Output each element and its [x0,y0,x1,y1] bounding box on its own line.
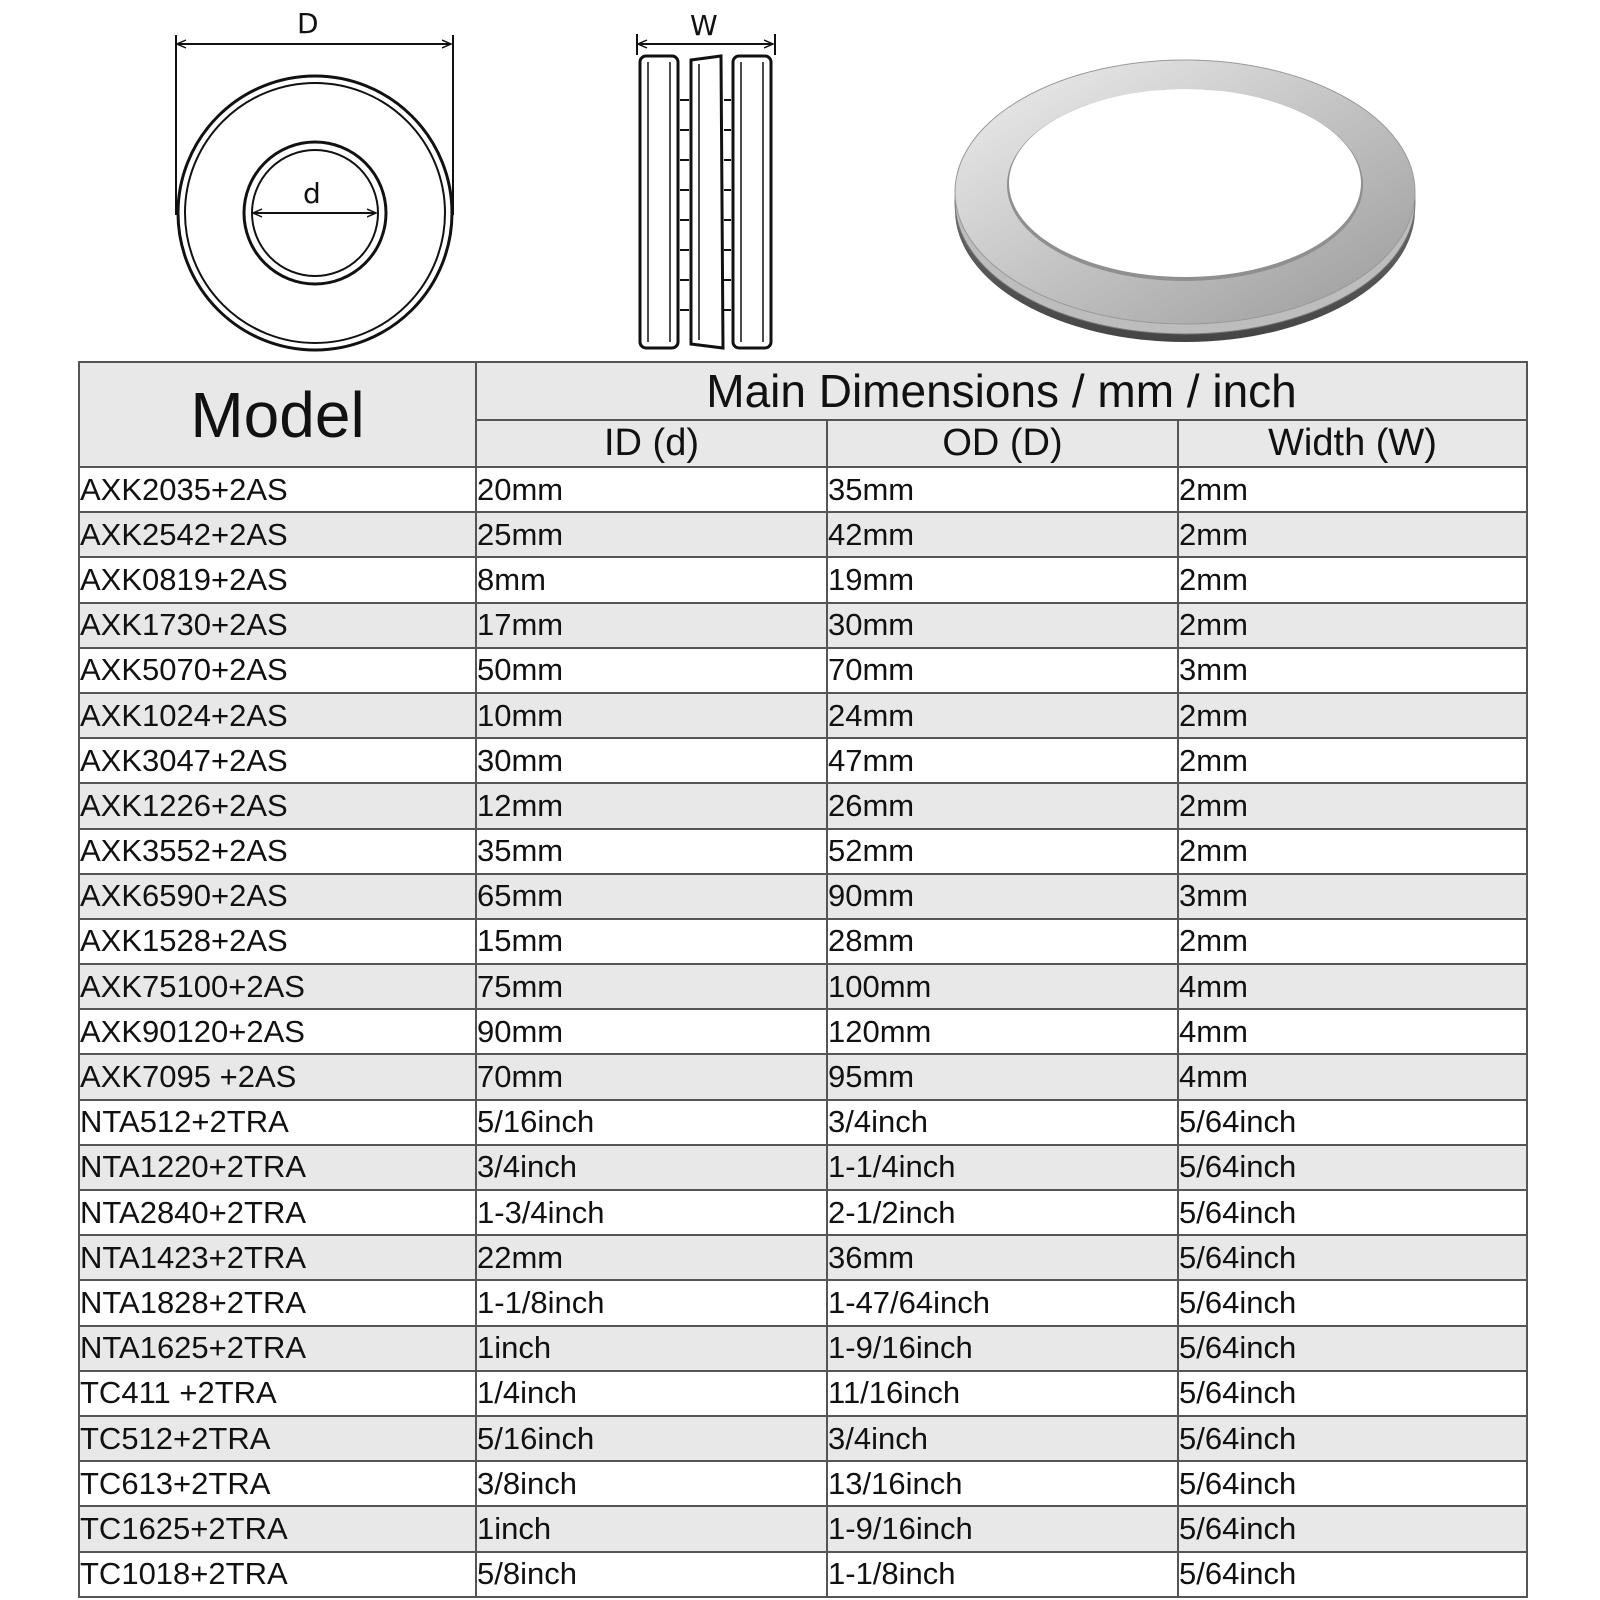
model-cell: AXK6590+2AS [79,874,476,919]
table-row [79,964,1527,1009]
table-row [79,919,1527,964]
model-cell: TC1018+2TRA [79,1552,476,1597]
width-cell: 4mm [1178,964,1527,1009]
id-column-header: ID (d) [476,420,827,467]
od-cell: 100mm [827,964,1178,1009]
width-label: W [690,9,718,42]
width-cell: 2mm [1178,738,1527,783]
id-cell: 20mm [476,467,827,512]
id-cell: 22mm [476,1235,827,1280]
model-cell: AXK1528+2AS [79,919,476,964]
od-cell: 120mm [827,1009,1178,1054]
front-view-diagram [160,0,470,355]
width-cell: 2mm [1178,512,1527,557]
model-cell: AXK3047+2AS [79,738,476,783]
width-cell: 4mm [1178,1009,1527,1054]
width-cell: 5/64inch [1178,1371,1527,1416]
model-cell: AXK75100+2AS [79,964,476,1009]
id-cell: 8mm [476,557,827,602]
od-cell: 42mm [827,512,1178,557]
od-cell: 19mm [827,557,1178,602]
table-row [79,693,1527,738]
model-cell: AXK5070+2AS [79,648,476,693]
table-row [79,603,1527,648]
model-cell: TC613+2TRA [79,1461,476,1506]
table-row [79,512,1527,557]
model-cell: AXK7095 +2AS [79,1054,476,1099]
table-row [79,648,1527,693]
width-cell: 2mm [1178,919,1527,964]
width-cell: 5/64inch [1178,1145,1527,1190]
table-row [79,1235,1527,1280]
width-cell: 2mm [1178,557,1527,602]
od-cell: 36mm [827,1235,1178,1280]
model-cell: NTA1625+2TRA [79,1326,476,1371]
od-cell: 35mm [827,467,1178,512]
id-cell: 50mm [476,648,827,693]
id-cell: 75mm [476,964,827,1009]
id-cell: 65mm [476,874,827,919]
table-row [79,1371,1527,1416]
od-cell: 24mm [827,693,1178,738]
id-cell: 90mm [476,1009,827,1054]
main-dimensions-header: Main Dimensions / mm / inch [476,362,1527,420]
side-view-diagram [625,0,785,355]
table-row [79,1280,1527,1325]
id-cell: 1-3/4inch [476,1190,827,1235]
od-cell: 70mm [827,648,1178,693]
od-cell: 1-9/16inch [827,1326,1178,1371]
id-cell: 5/16inch [476,1100,827,1145]
model-cell: AXK3552+2AS [79,829,476,874]
model-cell: TC512+2TRA [79,1416,476,1461]
width-cell: 5/64inch [1178,1235,1527,1280]
model-cell: AXK0819+2AS [79,557,476,602]
id-cell: 15mm [476,919,827,964]
width-cell: 2mm [1178,693,1527,738]
table-row [79,1009,1527,1054]
width-cell: 5/64inch [1178,1461,1527,1506]
id-cell: 1inch [476,1326,827,1371]
model-cell: AXK2542+2AS [79,512,476,557]
model-cell: AXK1024+2AS [79,693,476,738]
od-cell: 2-1/2inch [827,1190,1178,1235]
width-cell: 3mm [1178,874,1527,919]
id-cell: 17mm [476,603,827,648]
bearing-side-drawing [625,0,785,355]
id-cell: 1/4inch [476,1371,827,1416]
model-cell: AXK90120+2AS [79,1009,476,1054]
thrust-bearing-render [945,25,1425,345]
od-cell: 11/16inch [827,1371,1178,1416]
table-row [79,1100,1527,1145]
width-cell: 5/64inch [1178,1100,1527,1145]
width-cell: 5/64inch [1178,1280,1527,1325]
width-cell: 3mm [1178,648,1527,693]
id-cell: 5/8inch [476,1552,827,1597]
table-row [79,874,1527,919]
model-cell: NTA512+2TRA [79,1100,476,1145]
id-cell: 1-1/8inch [476,1280,827,1325]
od-cell: 30mm [827,603,1178,648]
bearing-product-image [945,25,1425,345]
od-cell: 1-47/64inch [827,1280,1178,1325]
width-cell: 2mm [1178,829,1527,874]
id-cell: 1inch [476,1506,827,1551]
table-row [79,1326,1527,1371]
od-cell: 26mm [827,783,1178,828]
od-column-header: OD (D) [827,420,1178,467]
od-cell: 3/4inch [827,1100,1178,1145]
od-cell: 90mm [827,874,1178,919]
inner-diameter-label: d [303,177,321,210]
table-row [79,557,1527,602]
id-cell: 70mm [476,1054,827,1099]
table-row [79,1552,1527,1597]
model-cell: NTA1220+2TRA [79,1145,476,1190]
model-cell: AXK1226+2AS [79,783,476,828]
model-cell: TC1625+2TRA [79,1506,476,1551]
id-cell: 10mm [476,693,827,738]
od-cell: 13/16inch [827,1461,1178,1506]
table-row [79,1461,1527,1506]
width-cell: 2mm [1178,467,1527,512]
table-row [79,829,1527,874]
model-cell: AXK1730+2AS [79,603,476,648]
width-cell: 5/64inch [1178,1552,1527,1597]
od-cell: 28mm [827,919,1178,964]
table-row [79,1506,1527,1551]
id-cell: 3/4inch [476,1145,827,1190]
width-cell: 5/64inch [1178,1506,1527,1551]
od-cell: 1-1/8inch [827,1552,1178,1597]
table-row [79,467,1527,512]
model-cell: NTA1423+2TRA [79,1235,476,1280]
width-column-header: Width (W) [1178,420,1527,467]
od-cell: 1-1/4inch [827,1145,1178,1190]
table-row [79,1190,1527,1235]
id-cell: 25mm [476,512,827,557]
model-cell: NTA2840+2TRA [79,1190,476,1235]
model-cell: NTA1828+2TRA [79,1280,476,1325]
table-body [79,467,1527,1597]
od-cell: 1-9/16inch [827,1506,1178,1551]
dimensions-table [78,361,1528,1598]
id-cell: 3/8inch [476,1461,827,1506]
id-cell: 12mm [476,783,827,828]
id-cell: 5/16inch [476,1416,827,1461]
od-cell: 3/4inch [827,1416,1178,1461]
model-cell: AXK2035+2AS [79,467,476,512]
table-row [79,783,1527,828]
width-cell: 2mm [1178,783,1527,828]
od-cell: 47mm [827,738,1178,783]
od-cell: 52mm [827,829,1178,874]
table-row [79,1054,1527,1099]
model-column-header: Model [79,362,476,467]
outer-diameter-label: D [297,7,319,40]
width-cell: 2mm [1178,603,1527,648]
table-row [79,738,1527,783]
width-cell: 5/64inch [1178,1190,1527,1235]
id-cell: 35mm [476,829,827,874]
table-row [79,1145,1527,1190]
model-cell: TC411 +2TRA [79,1371,476,1416]
width-cell: 5/64inch [1178,1416,1527,1461]
od-cell: 95mm [827,1054,1178,1099]
width-cell: 5/64inch [1178,1326,1527,1371]
width-cell: 4mm [1178,1054,1527,1099]
table-row [79,1416,1527,1461]
id-cell: 30mm [476,738,827,783]
